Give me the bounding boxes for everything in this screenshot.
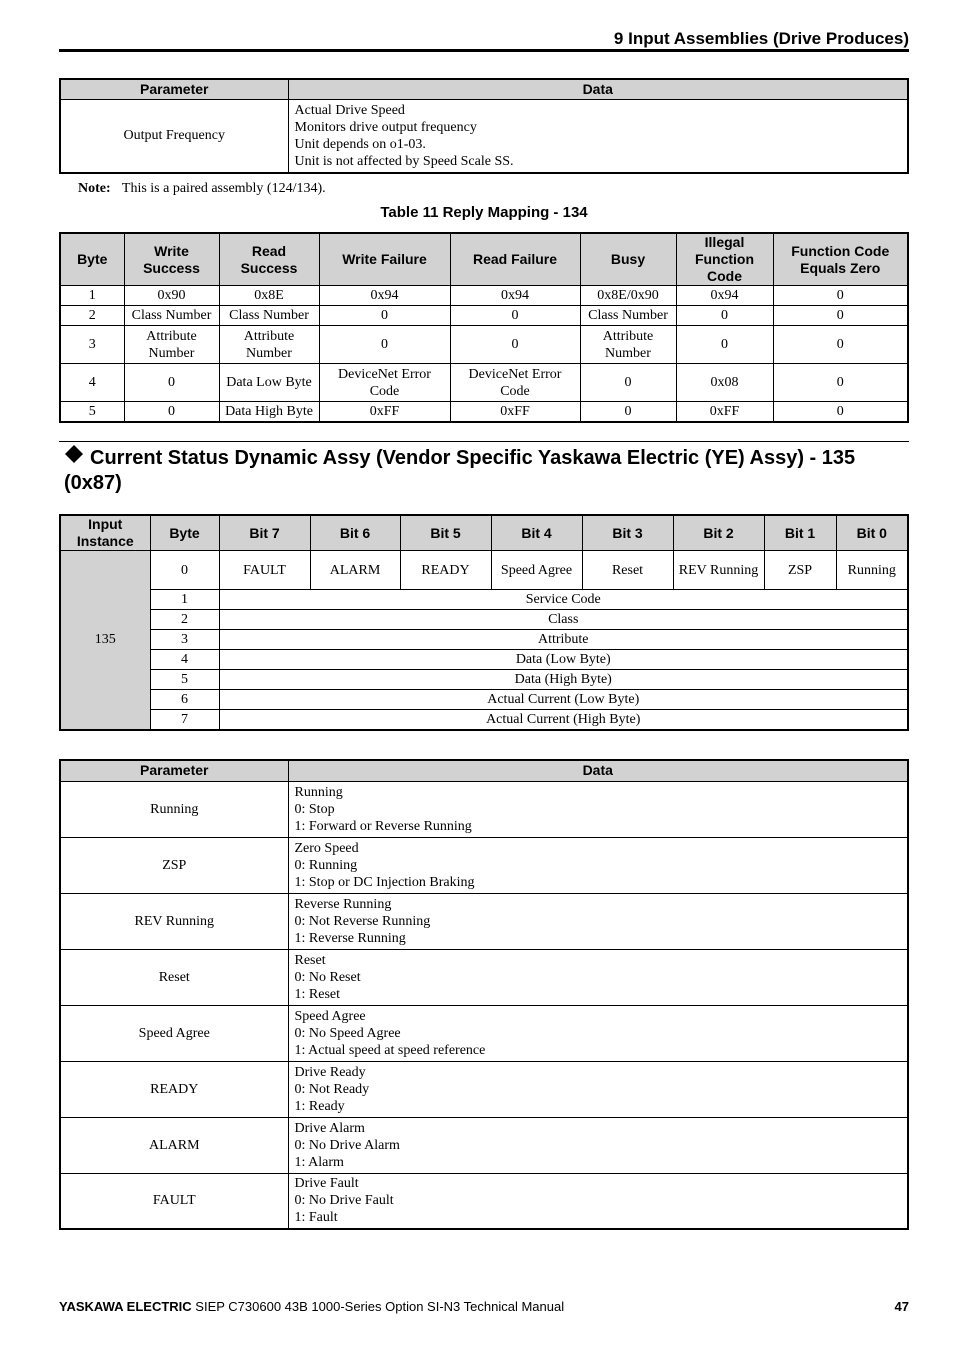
- note: [78, 181, 326, 197]
- parameter-description: [288, 837, 908, 893]
- table-row: [60, 590, 908, 610]
- table-row: [60, 364, 908, 402]
- table-row: [60, 551, 908, 590]
- table-row: [60, 837, 908, 893]
- bit-cell: READY: [400, 551, 491, 590]
- chapter-title: 9 Input Assemblies (Drive Produces): [613, 29, 909, 48]
- byte-cell: 2: [150, 610, 219, 630]
- section-divider: [59, 441, 909, 442]
- parameter-name: ALARM: [60, 1117, 288, 1173]
- column-header: Bit 5: [400, 515, 491, 551]
- column-header: Function Code Equals Zero: [773, 233, 908, 286]
- column-header-parameter: Parameter: [60, 79, 288, 99]
- table-cell: 0x8E/0x90: [580, 286, 676, 306]
- byte-value-cell: Data (Low Byte): [219, 650, 908, 670]
- table-cell: 0: [124, 364, 219, 402]
- table-row: [60, 306, 908, 326]
- table-row: [60, 781, 908, 837]
- bit-cell: Running: [836, 551, 908, 590]
- input-instance-cell: 135: [60, 551, 150, 730]
- description-line: Running: [294, 784, 343, 800]
- column-header: Illegal Function Code: [676, 233, 773, 286]
- description-line: Drive Ready: [294, 1064, 366, 1080]
- parameter-name: READY: [60, 1061, 288, 1117]
- parameter-description: [288, 781, 908, 837]
- column-header: Write Success: [124, 233, 219, 286]
- table-cell: 0x94: [676, 286, 773, 306]
- table-row: [60, 610, 908, 630]
- description-line: 1: Stop or DC Injection Braking: [294, 874, 475, 890]
- table-cell: DeviceNet Error Code: [319, 364, 450, 402]
- table-cell: 4: [60, 364, 124, 402]
- column-header: Bit 2: [673, 515, 764, 551]
- byte-cell: 0: [150, 551, 219, 590]
- column-header: Bit 0: [836, 515, 908, 551]
- description-line: Monitors drive output frequency: [294, 119, 477, 135]
- column-header: Read Success: [219, 233, 319, 286]
- description-line: 1: Fault: [294, 1210, 338, 1226]
- table-cell: 0: [319, 306, 450, 326]
- column-header-data: Data: [288, 79, 908, 99]
- table-cell: 0: [450, 326, 580, 364]
- parameter-description: [288, 99, 908, 173]
- column-header: Bit 1: [764, 515, 836, 551]
- byte-cell: 7: [150, 710, 219, 730]
- table-cell: 0x90: [124, 286, 219, 306]
- table-cell: 5: [60, 402, 124, 422]
- description-line: 1: Alarm: [294, 1154, 344, 1170]
- description-line: 0: No Drive Alarm: [294, 1137, 400, 1153]
- byte-value-cell: Service Code: [219, 590, 908, 610]
- table-row: [60, 650, 908, 670]
- table-row: [60, 1061, 908, 1117]
- description-line: Unit is not affected by Speed Scale SS.: [294, 153, 514, 169]
- byte-cell: 3: [150, 630, 219, 650]
- table-cell: 0: [450, 306, 580, 326]
- column-header: Byte: [60, 233, 124, 286]
- table-cell: 0x8E: [219, 286, 319, 306]
- bit-cell: FAULT: [219, 551, 310, 590]
- table-cell: 0: [773, 286, 908, 306]
- bit-cell: ALARM: [310, 551, 400, 590]
- parameter-name: Reset: [60, 949, 288, 1005]
- byte-cell: 1: [150, 590, 219, 610]
- column-header: Write Failure: [319, 233, 450, 286]
- column-header: Bit 7: [219, 515, 310, 551]
- table-cell: Data Low Byte: [219, 364, 319, 402]
- table-row: [60, 949, 908, 1005]
- table-cell: Class Number: [580, 306, 676, 326]
- reply-mapping-table: [59, 232, 909, 423]
- table-row: [60, 670, 908, 690]
- table-cell: 0x94: [319, 286, 450, 306]
- byte-cell: 5: [150, 670, 219, 690]
- table-cell: 0: [580, 364, 676, 402]
- table-cell: Attribute Number: [124, 326, 219, 364]
- table-cell: 3: [60, 326, 124, 364]
- description-line: Drive Alarm: [294, 1120, 365, 1136]
- description-line: Unit depends on o1-03.: [294, 136, 426, 152]
- parameter-name: FAULT: [60, 1173, 288, 1229]
- parameter-description: [288, 1173, 908, 1229]
- status-parameter-table: [59, 759, 909, 1230]
- table-cell: 1: [60, 286, 124, 306]
- table-row: [60, 690, 908, 710]
- table-cell: 0: [124, 402, 219, 422]
- table-cell: Attribute Number: [219, 326, 319, 364]
- byte-cell: 6: [150, 690, 219, 710]
- page-header: [59, 29, 909, 52]
- column-header: Input Instance: [60, 515, 150, 551]
- page-footer: [59, 1299, 909, 1314]
- table-row: [60, 286, 908, 306]
- table-cell: 0: [676, 326, 773, 364]
- table-cell: 0: [319, 326, 450, 364]
- column-header-data: Data: [288, 760, 908, 781]
- table-cell: 0: [676, 306, 773, 326]
- byte-value-cell: Class: [219, 610, 908, 630]
- bit-cell: Reset: [582, 551, 673, 590]
- table-cell: 0xFF: [450, 402, 580, 422]
- parameter-name: ZSP: [60, 837, 288, 893]
- description-line: Reset: [294, 952, 326, 968]
- bit-cell: Speed Agree: [491, 551, 582, 590]
- column-header-parameter: Parameter: [60, 760, 288, 781]
- parameter-name: REV Running: [60, 893, 288, 949]
- table-cell: Class Number: [124, 306, 219, 326]
- byte-value-cell: Actual Current (Low Byte): [219, 690, 908, 710]
- parameter-name: Speed Agree: [60, 1005, 288, 1061]
- parameter-name: Output Frequency: [60, 99, 288, 173]
- description-line: Reverse Running: [294, 896, 392, 912]
- parameter-description: [288, 1005, 908, 1061]
- table-cell: 0: [773, 326, 908, 364]
- table-cell: DeviceNet Error Code: [450, 364, 580, 402]
- table-cell: 0: [773, 402, 908, 422]
- parameter-description: [288, 949, 908, 1005]
- parameter-description: [288, 1061, 908, 1117]
- description-line: 1: Ready: [294, 1098, 345, 1114]
- table-row: [60, 1005, 908, 1061]
- parameter-description: [288, 893, 908, 949]
- description-line: Speed Agree: [294, 1008, 366, 1024]
- byte-value-cell: Actual Current (High Byte): [219, 710, 908, 730]
- description-line: 1: Reverse Running: [294, 930, 406, 946]
- table-cell: 0xFF: [676, 402, 773, 422]
- column-header: Bit 3: [582, 515, 673, 551]
- description-line: 1: Reset: [294, 986, 340, 1002]
- table-cell: 0xFF: [319, 402, 450, 422]
- description-line: 0: No Drive Fault: [294, 1193, 394, 1209]
- table-row: [60, 326, 908, 364]
- table-cell: Attribute Number: [580, 326, 676, 364]
- description-line: Drive Fault: [294, 1176, 359, 1192]
- table-cell: 2: [60, 306, 124, 326]
- section-heading: [64, 444, 909, 496]
- description-line: 0: Not Ready: [294, 1081, 370, 1097]
- table-cell: 0: [580, 402, 676, 422]
- column-header: Busy: [580, 233, 676, 286]
- table-cell: Class Number: [219, 306, 319, 326]
- description-line: 0: No Reset: [294, 969, 361, 985]
- page-number: 47: [894, 1299, 909, 1314]
- table-caption: Table 11 Reply Mapping - 134: [380, 204, 588, 221]
- table-cell: 0: [773, 364, 908, 402]
- column-header: Byte: [150, 515, 219, 551]
- description-line: 0: No Speed Agree: [294, 1025, 401, 1041]
- bit-cell: ZSP: [764, 551, 836, 590]
- table-row: [60, 630, 908, 650]
- note-label: Note:: [78, 181, 111, 196]
- table-row: [60, 402, 908, 422]
- note-text: This is a paired assembly (124/134).: [121, 181, 326, 196]
- table-row: [60, 710, 908, 730]
- column-header: Bit 4: [491, 515, 582, 551]
- footer-brand: YASKAWA ELECTRIC: [59, 1299, 192, 1314]
- description-line: 0: Running: [294, 857, 358, 873]
- description-line: 0: Not Reverse Running: [294, 913, 431, 929]
- parameter-name: Running: [60, 781, 288, 837]
- table-row: [60, 1117, 908, 1173]
- diamond-icon: [64, 444, 84, 471]
- table-cell: Data High Byte: [219, 402, 319, 422]
- description-line: Actual Drive Speed: [294, 102, 405, 118]
- table-cell: 0x94: [450, 286, 580, 306]
- description-line: 0: Stop: [294, 801, 335, 817]
- bit-cell: REV Running: [673, 551, 764, 590]
- byte-cell: 4: [150, 650, 219, 670]
- assembly-bit-table: [59, 514, 909, 731]
- table-row: [60, 893, 908, 949]
- table-row: [60, 99, 908, 173]
- table-row: [60, 1173, 908, 1229]
- byte-value-cell: Attribute: [219, 630, 908, 650]
- table-cell: 0: [773, 306, 908, 326]
- footer-text: SIEP C730600 43B 1000-Series Option SI-N3 Technical Manual: [191, 1299, 565, 1314]
- parameter-description: [288, 1117, 908, 1173]
- column-header: Read Failure: [450, 233, 580, 286]
- description-line: Zero Speed: [294, 840, 359, 856]
- section-heading-text: Current Status Dynamic Assy (Vendor Specific Yaskawa Electric (YE) Assy) - 135 (0x87): [64, 447, 856, 494]
- column-header: Bit 6: [310, 515, 400, 551]
- byte-value-cell: Data (High Byte): [219, 670, 908, 690]
- description-line: 1: Forward or Reverse Running: [294, 818, 472, 834]
- table-cell: 0x08: [676, 364, 773, 402]
- description-line: 1: Actual speed at speed reference: [294, 1042, 486, 1058]
- output-frequency-table: [59, 78, 909, 174]
